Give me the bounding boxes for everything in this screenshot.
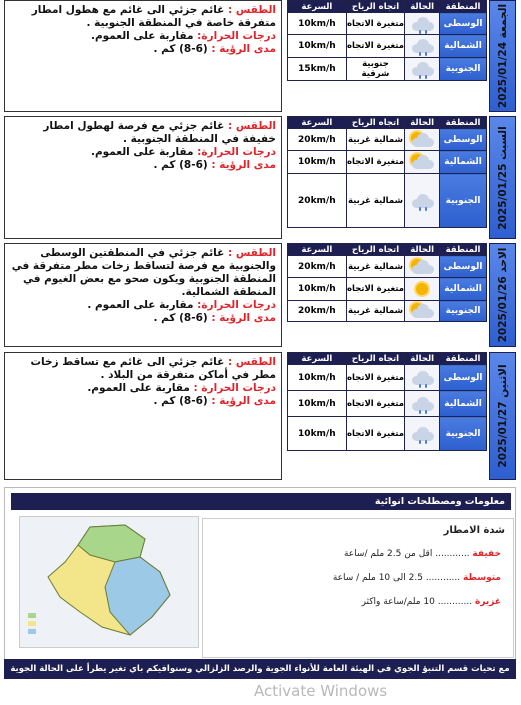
- region-cell: الشمالية: [440, 35, 487, 58]
- wind-dir-cell: متغيرة الاتجاه: [346, 278, 405, 301]
- table-row: [288, 35, 487, 58]
- wind-dir-cell: جنوبية شرقية: [346, 58, 405, 81]
- col-dir: اتجاه الرياح: [346, 1, 405, 13]
- rain-cloud-icon: [408, 424, 436, 444]
- region-cell: الوسطى: [440, 365, 487, 391]
- col-state: الحالة: [405, 353, 440, 365]
- table-row: [288, 129, 487, 151]
- col-region: المنطقة: [440, 1, 487, 13]
- region-cell: الجنوبية: [440, 58, 487, 81]
- wind-dir-cell: شمالية غربية: [346, 256, 405, 278]
- day-summary: [4, 0, 282, 112]
- visibility-text: (6-8) كم .: [153, 43, 208, 55]
- temp-label: درجات الحرارة:: [197, 30, 276, 42]
- forecast-day: [4, 243, 516, 347]
- intensity-row: متوسطة ............ 2.5 الى 10 ملم / ساعة: [332, 573, 501, 583]
- table-row: [288, 256, 487, 278]
- intensity-row: غزيرة ............ 10 ملم/ساعة واكثر: [361, 597, 501, 607]
- col-state: الحالة: [405, 117, 440, 129]
- region-cell: الجنوبية: [440, 174, 487, 228]
- table-row: [288, 278, 487, 301]
- state-cell: [405, 278, 440, 301]
- table-row: [288, 391, 487, 417]
- forecast-table: [287, 116, 487, 228]
- weather-label: الطقس :: [227, 247, 276, 259]
- visibility-text: (6-8) كم .: [153, 395, 208, 407]
- forecast-day: [4, 0, 516, 112]
- rain-cloud-icon: [408, 394, 436, 414]
- col-speed: السرعة: [288, 117, 347, 129]
- footer-banner: مع تحيات قسم التنبؤ الجوي في الهيئة العامة للأنواء الجوية والرصد الزلزالي وسنوافيكم باي تغير يطرأ على الحالة الجوية: [4, 659, 516, 679]
- wind-speed-cell: 10km/h: [288, 35, 347, 58]
- state-cell: [405, 256, 440, 278]
- temp-label: درجات الحرارة:: [197, 299, 276, 311]
- day-summary: [4, 352, 282, 480]
- day-date: السبت 2025/01/25: [489, 116, 516, 239]
- temp-label: درجات الحرارة:: [197, 146, 276, 158]
- wind-speed-cell: 20km/h: [288, 256, 347, 278]
- col-state: الحالة: [405, 1, 440, 13]
- wind-speed-cell: 10km/h: [288, 13, 347, 35]
- weather-label: الطقس :: [227, 4, 276, 16]
- wind-speed-cell: 10km/h: [288, 365, 347, 391]
- wind-dir-cell: متغيرة الاتجاه: [346, 365, 405, 391]
- rain-cloud-icon: [408, 368, 436, 388]
- partly-cloudy-icon: [408, 152, 436, 172]
- wind-speed-cell: 20km/h: [288, 301, 347, 322]
- table-row: [288, 301, 487, 322]
- state-cell: [405, 151, 440, 174]
- iraq-map-icon: [20, 517, 198, 647]
- forecast-table: [287, 352, 487, 451]
- day-date: الاثنين 2025/01/27: [489, 352, 516, 480]
- rain-cloud-icon: [408, 59, 436, 79]
- wind-speed-cell: 10km/h: [288, 417, 347, 451]
- partly-cloudy-icon: [408, 130, 436, 150]
- wind-dir-cell: متغيرة الاتجاه: [346, 151, 405, 174]
- weather-text: غائم جزئي مع فرصة لهطول امطار خفيفة في المنطقة الجنوبية .: [43, 120, 276, 145]
- state-cell: [405, 129, 440, 151]
- wind-speed-cell: 10km/h: [288, 278, 347, 301]
- state-cell: [405, 365, 440, 391]
- col-dir: اتجاه الرياح: [346, 117, 405, 129]
- col-speed: السرعة: [288, 1, 347, 13]
- region-cell: الوسطى: [440, 129, 487, 151]
- visibility-label: مدى الرؤية :: [211, 312, 276, 324]
- rain-cloud-icon: [408, 36, 436, 56]
- day-date: الاحد 2025/01/26: [489, 243, 516, 347]
- day-date: الجمعة 2025/01/24: [489, 0, 516, 112]
- region-cell: الجنوبية: [440, 417, 487, 451]
- state-cell: [405, 174, 440, 228]
- col-region: المنطقة: [440, 117, 487, 129]
- table-header-row: [288, 244, 487, 256]
- legend-header: معلومات ومصطلحات انوائية: [11, 493, 511, 510]
- table-row: [288, 58, 487, 81]
- wind-dir-cell: متغيرة الاتجاه: [346, 35, 405, 58]
- day-summary: [4, 243, 282, 347]
- col-region: المنطقة: [440, 244, 487, 256]
- table-row: [288, 151, 487, 174]
- weather-label: الطقس :: [227, 120, 276, 132]
- wind-speed-cell: 20km/h: [288, 129, 347, 151]
- wind-dir-cell: شمالية غربية: [346, 174, 405, 228]
- col-region: المنطقة: [440, 353, 487, 365]
- col-state: الحالة: [405, 244, 440, 256]
- wind-dir-cell: متغيرة الاتجاه: [346, 13, 405, 35]
- temp-text: مقاربة على العموم.: [90, 146, 194, 158]
- state-cell: [405, 35, 440, 58]
- forecast-day: [4, 352, 516, 480]
- state-cell: [405, 58, 440, 81]
- visibility-label: مدى الرؤية :: [211, 159, 276, 171]
- region-map: [19, 516, 199, 648]
- visibility-label: مدى الرؤية :: [211, 43, 276, 55]
- table-row: [288, 365, 487, 391]
- table-row: [288, 174, 487, 228]
- table-row: [288, 13, 487, 35]
- temp-text: مقاربة على العموم .: [87, 299, 194, 311]
- rain-cloud-icon: [408, 14, 436, 34]
- forecast-table: [287, 0, 487, 81]
- temp-label: درجات الحرارة :: [193, 382, 276, 394]
- state-cell: [405, 301, 440, 322]
- intensity-title: شدة الامطار: [443, 525, 505, 536]
- region-cell: الوسطى: [440, 13, 487, 35]
- visibility-text: (6-8) كم .: [153, 312, 208, 324]
- visibility-label: مدى الرؤية :: [211, 395, 276, 407]
- region-cell: الوسطى: [440, 256, 487, 278]
- temp-text: مقاربة على العموم.: [90, 30, 194, 42]
- rain-cloud-icon: [408, 191, 436, 211]
- region-cell: الجنوبية: [440, 301, 487, 322]
- wind-dir-cell: شمالية غربية: [346, 129, 405, 151]
- col-speed: السرعة: [288, 244, 347, 256]
- region-cell: الشمالية: [440, 278, 487, 301]
- sun-icon: [408, 279, 436, 299]
- table-header-row: [288, 353, 487, 365]
- wind-speed-cell: 10km/h: [288, 391, 347, 417]
- table-row: [288, 417, 487, 451]
- day-summary: [4, 116, 282, 239]
- region-cell: الشمالية: [440, 391, 487, 417]
- weather-text: غائم جزئي في المنطقتين الوسطى والجنوبية مع فرصة لتساقط زخات مطر متفرقة في المنطقة الجنوبية ويكون صحو مع بعض الغيوم في المنطقة الشمالية.: [11, 247, 276, 298]
- legend-panel: [4, 487, 516, 663]
- wind-speed-cell: 10km/h: [288, 151, 347, 174]
- col-speed: السرعة: [288, 353, 347, 365]
- rain-intensity-box: [202, 518, 514, 658]
- wind-dir-cell: شمالية غربية: [346, 301, 405, 322]
- table-header-row: [288, 117, 487, 129]
- region-cell: الشمالية: [440, 151, 487, 174]
- col-dir: اتجاه الرياح: [346, 353, 405, 365]
- temp-text: مقاربة على العموم.: [87, 382, 190, 394]
- partly-cloudy-icon: [408, 301, 436, 321]
- table-header-row: [288, 1, 487, 13]
- state-cell: [405, 391, 440, 417]
- wind-dir-cell: متغيرة الاتجاه: [346, 391, 405, 417]
- weather-label: الطقس :: [227, 356, 276, 368]
- wind-speed-cell: 15km/h: [288, 58, 347, 81]
- wind-dir-cell: متغيرة الاتجاه: [346, 417, 405, 451]
- partly-cloudy-icon: [408, 257, 436, 277]
- col-dir: اتجاه الرياح: [346, 244, 405, 256]
- intensity-row: خفيفة ............ اقل من 2.5 ملم /ساعة: [343, 549, 501, 559]
- state-cell: [405, 417, 440, 451]
- wind-speed-cell: 20km/h: [288, 174, 347, 228]
- state-cell: [405, 13, 440, 35]
- forecast-day: [4, 116, 516, 239]
- weather-text: غائم جزئي الى غائم مع هطول امطار متفرقة خاصة في المنطقة الجنوبية .: [31, 4, 276, 29]
- weather-text: غائم جزئي الى غائم مع تساقط زخات مطر في أماكن متفرقة من البلاد .: [30, 356, 276, 381]
- activation-watermark: Activate Windows: [254, 682, 388, 700]
- visibility-text: (6-8) كم .: [153, 159, 208, 171]
- forecast-table: [287, 243, 487, 322]
